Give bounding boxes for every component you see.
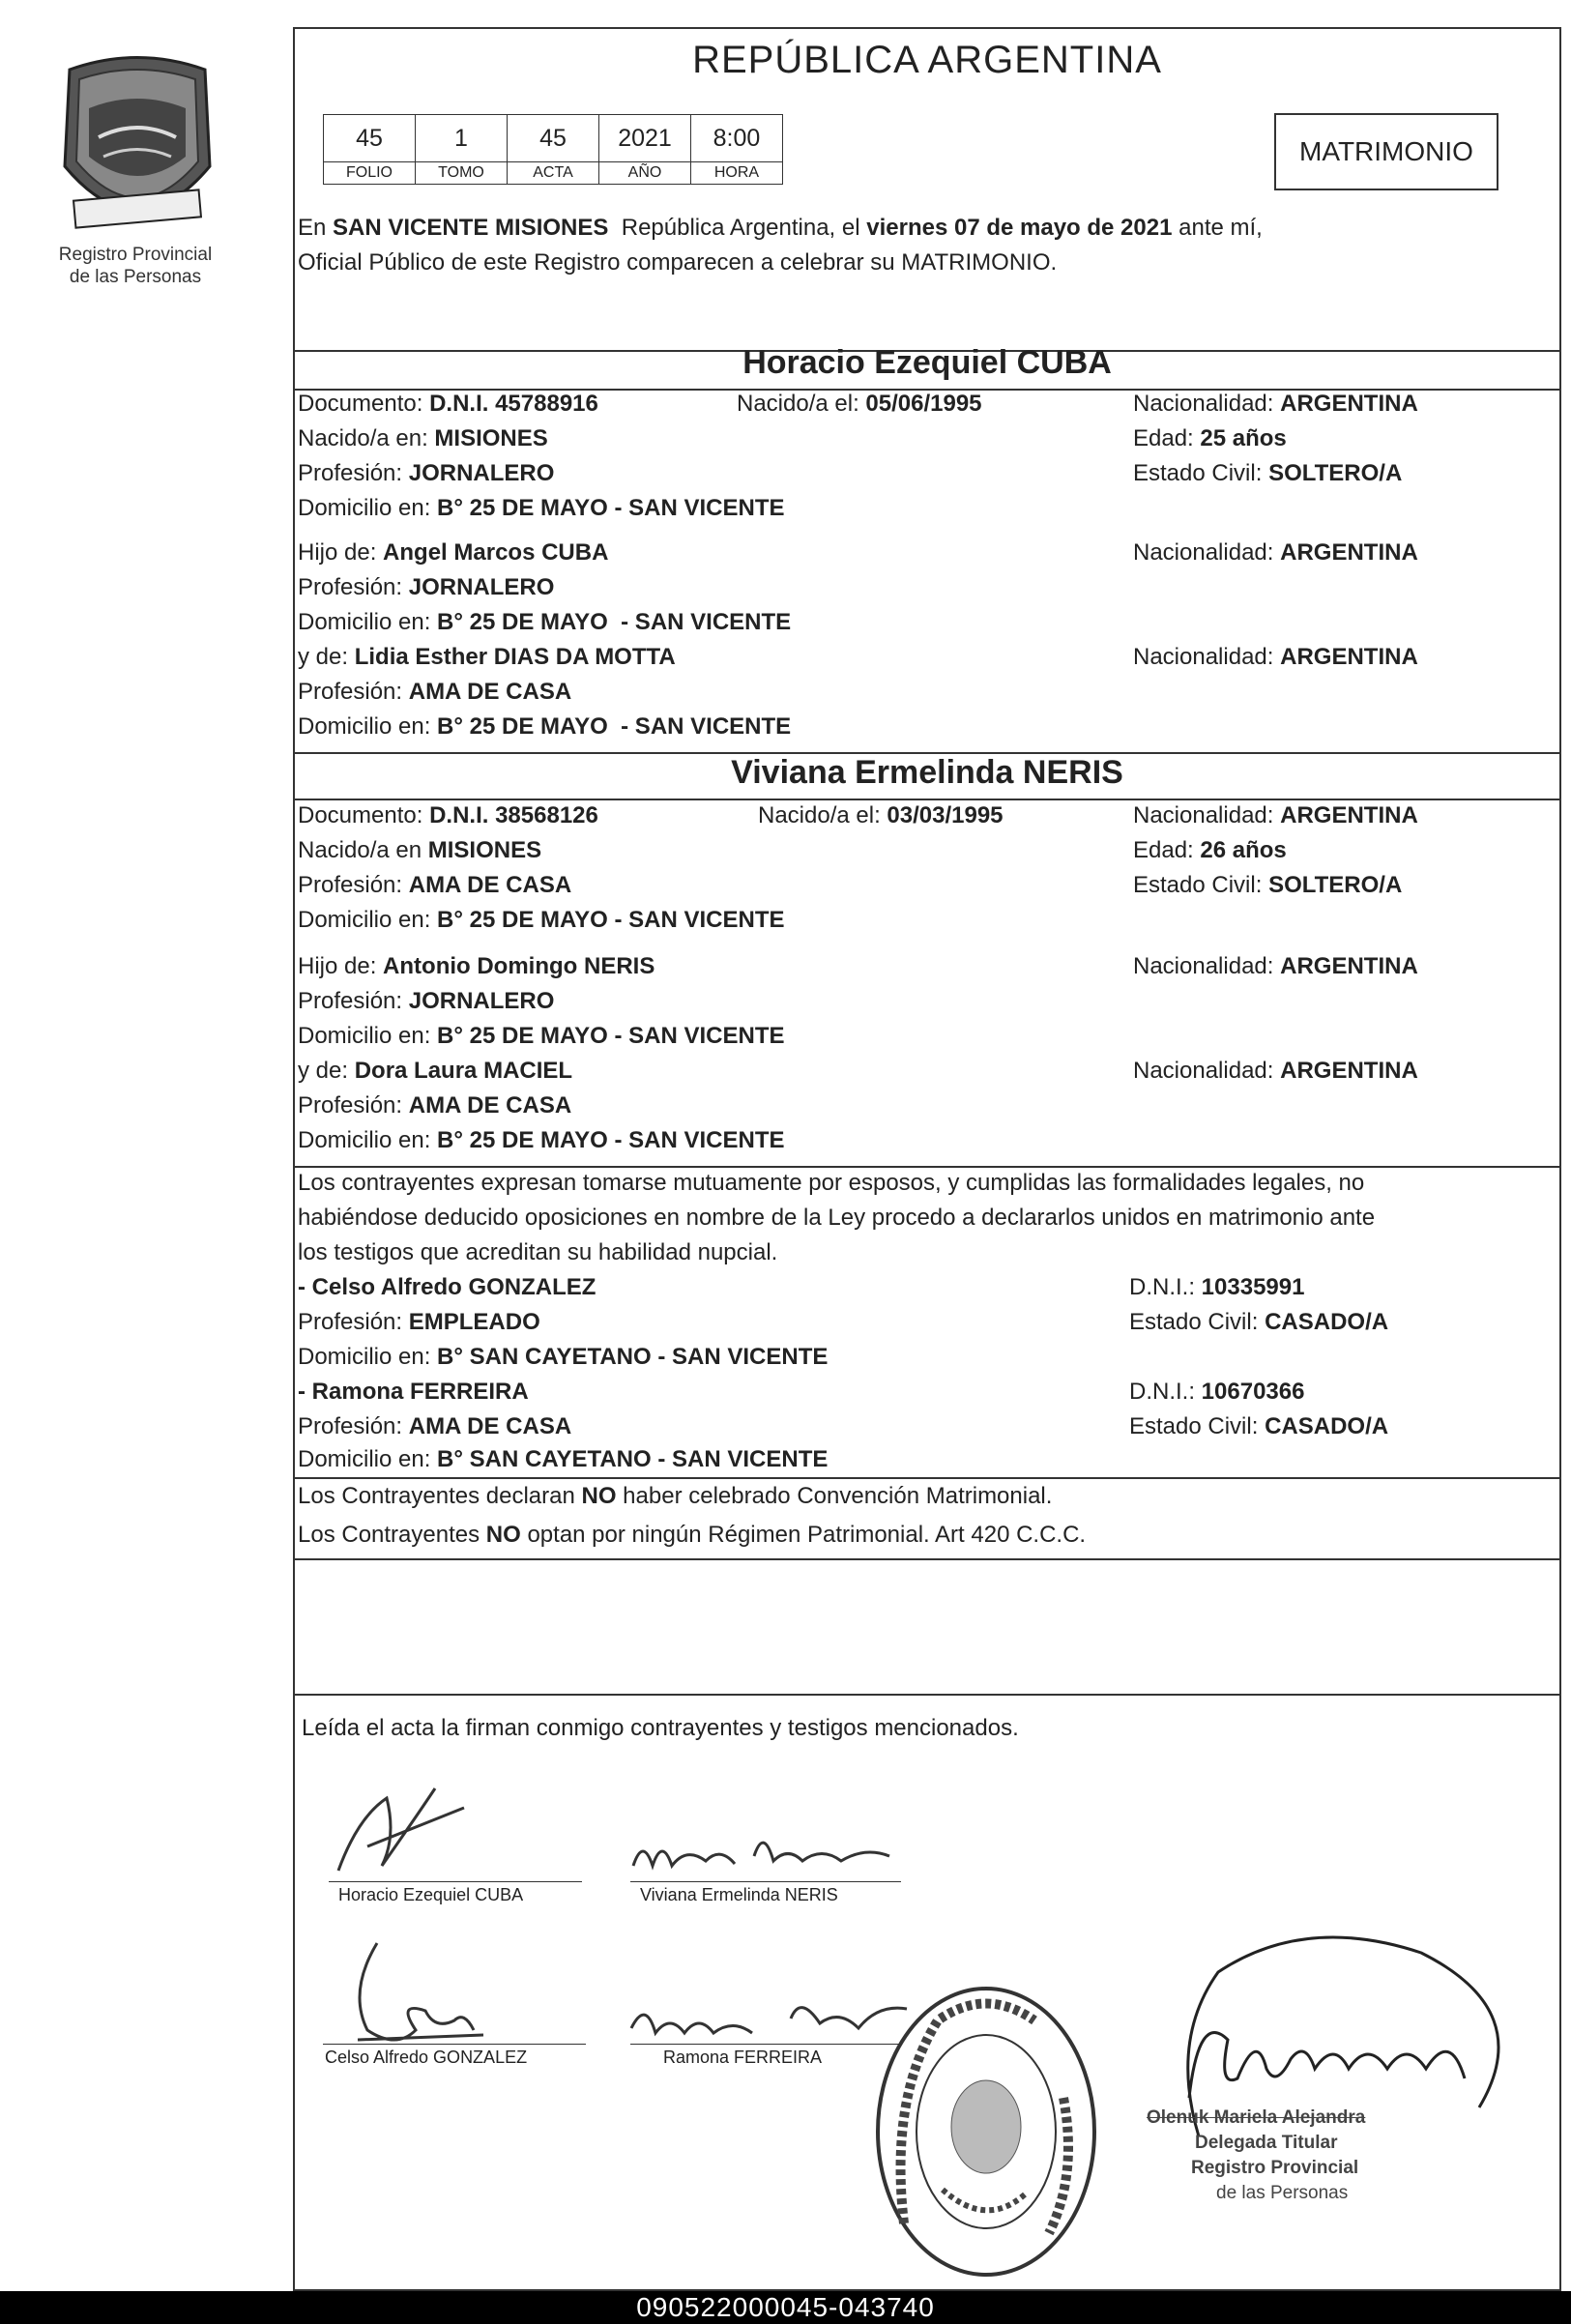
folio-value: 45 [324, 115, 416, 162]
spouse2-father-nationality: Nacionalidad: ARGENTINA [1133, 953, 1418, 979]
spouse1-civil: Estado Civil: SOLTERO/A [1133, 460, 1403, 486]
spouse2-age: Edad: 26 años [1133, 837, 1287, 863]
page-title: REPÚBLICA ARGENTINA [692, 39, 1162, 81]
divider [293, 1694, 1561, 1696]
convention-line-2: Los Contrayentes NO optan por ningún Régimen Patrimonial. Art 420 C.C.C. [298, 1522, 1087, 1548]
declaration-line-1: Los contrayentes expresan tomarse mutuamente por esposos, y cumplidas las formalidades legales, no [298, 1170, 1365, 1196]
witness1-profession: Profesión: EMPLEADO [298, 1309, 540, 1335]
divider [293, 1558, 1561, 1560]
spouse1-father-nationality: Nacionalidad: ARGENTINA [1133, 539, 1418, 566]
folio-label: FOLIO [324, 162, 416, 185]
province-seal-icon [50, 50, 224, 244]
spouse1-name: Horacio Ezequiel CUBA [742, 344, 1112, 381]
spouse1-mother-domicile: Domicilio en: B° 25 DE MAYO - SAN VICENTE [298, 713, 792, 740]
witness2-dni: D.N.I.: 10670366 [1129, 1379, 1305, 1405]
signature-mark [628, 1817, 909, 1885]
signature-caption-4: Ramona FERREIRA [663, 2048, 823, 2067]
closing-statement: Leída el acta la firman conmigo contrayentes y testigos mencionados. [302, 1715, 1019, 1741]
spouse2-birthplace: Nacido/a en MISIONES [298, 837, 542, 863]
spouse2-profession: Profesión: AMA DE CASA [298, 872, 572, 898]
ano-label: AÑO [599, 162, 691, 185]
spouse2-father: Hijo de: Antonio Domingo NERIS [298, 953, 655, 979]
spouse1-father-domicile: Domicilio en: B° 25 DE MAYO - SAN VICENTE [298, 609, 792, 635]
witness1-domicile: Domicilio en: B° SAN CAYETANO - SAN VICENTE [298, 1344, 829, 1370]
document-code: 090522000045-043740 [0, 2291, 1571, 2324]
signature-caption-2: Viviana Ermelinda NERIS [640, 1885, 838, 1904]
spouse1-document: Documento: D.N.I. 45788916 [298, 391, 598, 417]
spouse2-mother: y de: Dora Laura MACIEL [298, 1058, 573, 1084]
signature-mark [338, 1933, 483, 2049]
witness1-dni: D.N.I.: 10335991 [1129, 1274, 1305, 1300]
witness2-name: - Ramona FERREIRA [298, 1379, 529, 1405]
official-stamp-text: Olenuk Mariela Alejandra Delegada Titular Registro Provincial de las Personas [1147, 2107, 1366, 2203]
spouse2-civil: Estado Civil: SOLTERO/A [1133, 872, 1403, 898]
spouse2-domicile: Domicilio en: B° 25 DE MAYO - SAN VICENTE [298, 907, 785, 933]
spouse1-birthplace: Nacido/a en: MISIONES [298, 425, 548, 451]
spouse1-mother: y de: Lidia Esther DIAS DA MOTTA [298, 644, 676, 670]
spouse2-name: Viviana Ermelinda NERIS [731, 754, 1123, 791]
acta-value: 45 [508, 115, 599, 162]
spouse2-mother-domicile: Domicilio en: B° 25 DE MAYO - SAN VICENTE [298, 1127, 785, 1153]
spouse1-domicile: Domicilio en: B° 25 DE MAYO - SAN VICENTE [298, 495, 785, 521]
witness1-name: - Celso Alfredo GONZALEZ [298, 1274, 596, 1300]
tomo-value: 1 [416, 115, 508, 162]
delegation-round-stamp [870, 1982, 1102, 2281]
divider [293, 1477, 1561, 1479]
spouse2-born: Nacido/a el: 03/03/1995 [758, 802, 1004, 828]
spouse1-father-profession: Profesión: JORNALERO [298, 574, 555, 600]
spouse2-father-domicile: Domicilio en: B° 25 DE MAYO - SAN VICENTE [298, 1023, 785, 1049]
witness2-civil: Estado Civil: CASADO/A [1129, 1413, 1389, 1439]
hora-label: HORA [691, 162, 783, 185]
spouse1-father: Hijo de: Angel Marcos CUBA [298, 539, 609, 566]
signature-line [329, 1881, 582, 1882]
hora-value: 8:00 [691, 115, 783, 162]
spouse1-born: Nacido/a el: 05/06/1995 [737, 391, 982, 417]
signature-mark [329, 1779, 474, 1885]
signature-line [630, 1881, 901, 1882]
convention-line-1: Los Contrayentes declaran NO haber celebrado Convención Matrimonial. [298, 1483, 1053, 1509]
spouse2-father-profession: Profesión: JORNALERO [298, 988, 555, 1014]
act-type-badge: MATRIMONIO [1274, 113, 1498, 190]
intro-line-2: Oficial Público de este Registro comparecen a celebrar su MATRIMONIO. [298, 249, 1058, 276]
witness2-domicile: Domicilio en: B° SAN CAYETANO - SAN VICENTE [298, 1446, 829, 1472]
declaration-line-3: los testigos que acreditan su habilidad nupcial. [298, 1239, 778, 1265]
spouse1-mother-profession: Profesión: AMA DE CASA [298, 679, 572, 705]
spouse1-profession: Profesión: JORNALERO [298, 460, 555, 486]
ano-value: 2021 [599, 115, 691, 162]
signature-caption-3: Celso Alfredo GONZALEZ [325, 2048, 528, 2067]
spouse2-mother-nationality: Nacionalidad: ARGENTINA [1133, 1058, 1418, 1084]
signature-caption-1: Horacio Ezequiel CUBA [338, 1885, 524, 1904]
spouse2-nationality: Nacionalidad: ARGENTINA [1133, 802, 1418, 828]
witness2-profession: Profesión: AMA DE CASA [298, 1413, 572, 1439]
acta-label: ACTA [508, 162, 599, 185]
registry-caption: Registro Provincial de las Personas [58, 245, 213, 287]
witness1-civil: Estado Civil: CASADO/A [1129, 1309, 1389, 1335]
signature-line [323, 2044, 586, 2045]
spouse2-mother-profession: Profesión: AMA DE CASA [298, 1092, 572, 1118]
spouse1-mother-nationality: Nacionalidad: ARGENTINA [1133, 644, 1418, 670]
declaration-line-2: habiéndose deducido oposiciones en nombre de la Ley procedo a declararlos unidos en matrimonio ante [298, 1205, 1376, 1231]
intro-line-1: En SAN VICENTE MISIONES República Argentina, el viernes 07 de mayo de 2021 ante mí, [298, 215, 1263, 241]
spouse2-document: Documento: D.N.I. 38568126 [298, 802, 598, 828]
spouse1-age: Edad: 25 años [1133, 425, 1287, 451]
registry-table [323, 114, 783, 185]
signature-line [630, 2044, 899, 2045]
tomo-label: TOMO [416, 162, 508, 185]
spouse1-nationality: Nacionalidad: ARGENTINA [1133, 391, 1418, 417]
